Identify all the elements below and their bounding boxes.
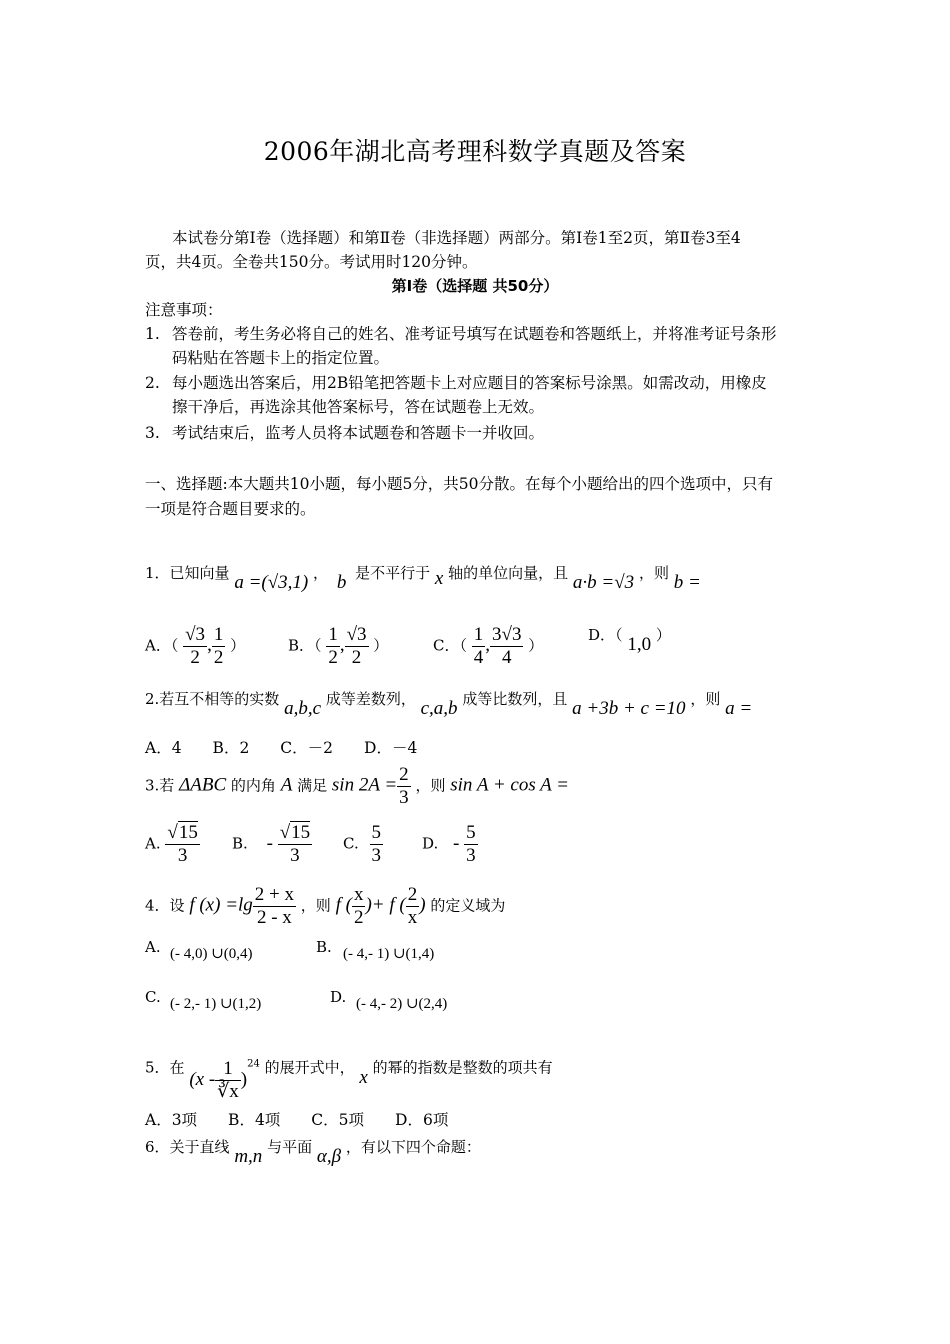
section-title: 第Ⅰ卷（选择题 共50分） bbox=[391, 277, 559, 295]
q3-triangle: ΔABC bbox=[179, 774, 227, 796]
q1-option-b-label: B．（ bbox=[288, 636, 322, 655]
q1-option-b: B．（ $\frac{1}{2}$ , $\frac{√3}{2}$ ） bbox=[288, 624, 389, 668]
fraction-2-over-3: $\frac{2}{3}$ bbox=[399, 764, 409, 808]
q2-text-2: 成等差数列， bbox=[325, 690, 416, 708]
notice-item-1-num: 1. bbox=[145, 325, 160, 343]
q5-exponent: 24 bbox=[247, 1058, 260, 1070]
q2-answer: a = bbox=[725, 698, 753, 719]
notice-item-1-line-1: 答卷前，考生务必将自己的姓名、准考证号填写在试题卷和答题纸上，并将准考证号条形 bbox=[172, 325, 777, 343]
q4-option-a-label: A. bbox=[145, 938, 161, 956]
q1-text-2: ， bbox=[313, 564, 329, 582]
q1-var-x: x bbox=[434, 568, 444, 589]
question-3 bbox=[145, 764, 569, 809]
q2-cab: c,a,b bbox=[420, 698, 458, 719]
q3-option-c: C. $\frac{5}{3}$ bbox=[343, 822, 381, 866]
q4-option-a-value: (- 4,0) ∪(0,4) bbox=[170, 946, 253, 962]
notice-item-3-num: 3. bbox=[145, 424, 160, 442]
q4-option-c-value: (- 2,- 1) ∪(1,2) bbox=[170, 996, 262, 1012]
q1-var-b: b bbox=[336, 572, 347, 593]
q3-sin2a: sin 2A = bbox=[331, 774, 398, 796]
q2-abc: a,b,c bbox=[284, 698, 322, 719]
q6-text-2: 与平面 bbox=[267, 1138, 313, 1156]
notice-item-2-line-2: 擦干净后，再选涂其他答案标号，答在试题卷上无效。 bbox=[172, 398, 545, 416]
q1-text-5: ，则 bbox=[638, 564, 669, 582]
q6-text-1: 6．关于直线 bbox=[145, 1138, 230, 1156]
q1-option-d-label: D．（ bbox=[588, 626, 623, 644]
q2-text-3: 成等比数列，且 bbox=[462, 690, 568, 708]
q1-option-d: D．（ 1,0 ） bbox=[588, 626, 671, 655]
question-1 bbox=[145, 562, 701, 593]
q4-text-2: ，则 bbox=[300, 896, 331, 915]
q3-text-4: ，则 bbox=[415, 776, 446, 795]
q3-text-2: 的内角 bbox=[230, 776, 276, 795]
q5-text-3: 的幂的指数是整数的项共有 bbox=[372, 1058, 553, 1077]
q4-option-c-label: C. bbox=[145, 988, 161, 1006]
question-5: 5．在 (x - $\frac{1}{∛x}$ )$^{24}$ 的展开式中， x 的幂的指数是整数的项共有 bbox=[145, 1058, 553, 1102]
q4-fx: f (x) =lg bbox=[189, 894, 253, 916]
q6-planes: α,β bbox=[316, 1146, 342, 1167]
question-4: 4．设 f (x) =lg $\frac{2 + x}{2 - x}$ ，则 f ( $\frac{x}{2}$ )+ f ( $\frac{2}{x}$ ) 的定义域为 bbox=[145, 884, 506, 928]
q2-text-1: 2.若互不相等的实数 bbox=[145, 690, 280, 708]
q5-options: A．3项 B．4项 C．5项 D．6项 bbox=[145, 1111, 449, 1129]
q4-option-d-label: D. bbox=[330, 988, 347, 1006]
q6-lines: m,n bbox=[234, 1146, 263, 1167]
q1-text-4: 轴的单位向量，且 bbox=[448, 564, 569, 582]
q2-equation: a +3b + c =10 bbox=[572, 698, 686, 719]
q1-option-c-label: C．（ bbox=[433, 636, 467, 655]
part1-line-1: 一、选择题:本大题共10小题，每小题5分，共50分散。在每个小题给出的四个选项中，只有 bbox=[145, 475, 774, 493]
q4-option-b-label: B. bbox=[316, 938, 332, 956]
q3-option-a: A. $\frac{√15}{3}$ bbox=[145, 822, 198, 866]
intro-line-2: 页，共4页。全卷共150分。考试用时120分钟。 bbox=[145, 253, 478, 271]
q1-expr-b: b = bbox=[673, 572, 701, 593]
question-2 bbox=[145, 688, 753, 719]
notice-item-2-num: 2. bbox=[145, 374, 160, 392]
q1-expr-ab: a·b =√3 bbox=[572, 572, 635, 593]
part1-line-2: 一项是符合题目要求的。 bbox=[145, 500, 316, 518]
fraction-sqrt3-over-2: $\frac{√3}{2}$ bbox=[185, 624, 206, 668]
notice-heading: 注意事项： bbox=[145, 301, 223, 319]
q5-text-2: 的展开式中， bbox=[264, 1058, 355, 1077]
question-6 bbox=[145, 1136, 481, 1167]
q6-text-3: ，有以下四个命题： bbox=[345, 1138, 481, 1156]
q3-text-1: 3.若 bbox=[145, 776, 175, 795]
q3-angle-a: A bbox=[280, 774, 293, 796]
q3-option-d: D. - $\frac{5}{3}$ bbox=[422, 822, 476, 866]
q3-option-b: B. - $\frac{√15}{3}$ bbox=[232, 822, 311, 866]
q1-expr-a: a =(√3,1) bbox=[234, 572, 309, 593]
fraction-1-over-2: $\frac{1}{2}$ bbox=[213, 624, 224, 668]
q1-text-1: 1．已知向量 bbox=[145, 564, 230, 582]
notice-item-1-line-2: 码粘贴在答题卡上的指定位置。 bbox=[172, 349, 390, 367]
intro-line-1: 本试卷分第Ⅰ卷（选择题）和第Ⅱ卷（非选择题）两部分。第Ⅰ卷1至2页，第Ⅱ卷3至4 bbox=[172, 229, 741, 247]
q1-option-a: A．（ $\frac{√3}{2}$ , $\frac{1}{2}$ ） bbox=[145, 624, 246, 668]
q1-text-3: 是不平行于 bbox=[355, 564, 431, 582]
q4-text-1: 4．设 bbox=[145, 896, 185, 915]
q4-option-d-value: (- 4,- 2) ∪(2,4) bbox=[356, 996, 448, 1012]
q5-text-1: 5．在 bbox=[145, 1058, 185, 1077]
q2-options: A．4 B．2 C．－2 D．－4 bbox=[145, 739, 418, 757]
notice-item-3-line-1: 考试结束后，监考人员将本试题卷和答题卡一并收回。 bbox=[172, 424, 545, 442]
q1-option-a-label: A．（ bbox=[145, 636, 179, 655]
q3-text-3: 满足 bbox=[297, 776, 328, 795]
q4-text-3: 的定义域为 bbox=[430, 896, 506, 915]
page-title: 2006年湖北高考理科数学真题及答案 bbox=[263, 137, 687, 166]
q1-option-c: C．（ $\frac{1}{4}$ , $\frac{3√3}{4}$ ） bbox=[433, 624, 544, 668]
q4-option-b-value: (- 4,- 1) ∪(1,4) bbox=[343, 946, 435, 962]
q3-expression: sin A + cos A = bbox=[450, 774, 569, 796]
q2-text-4: ，则 bbox=[690, 690, 721, 708]
notice-item-2-line-1: 每小题选出答案后，用2B铅笔把答题卡上对应题目的答案标号涂黑。如需改动，用橡皮 bbox=[172, 374, 767, 392]
